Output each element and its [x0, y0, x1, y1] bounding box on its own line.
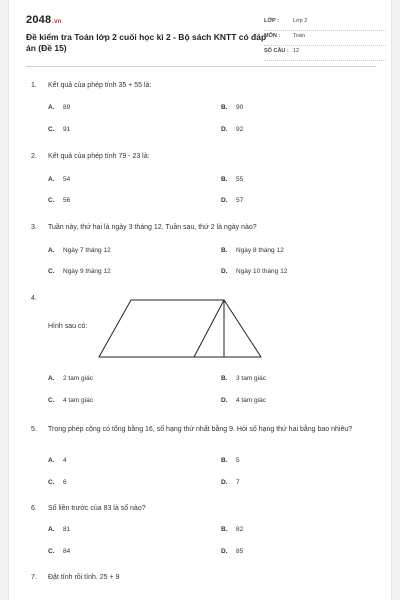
meta-subject-key: MÔN : [264, 33, 281, 39]
option-letter: C. [48, 268, 55, 275]
question-number: 4. [31, 295, 37, 302]
header-divider [26, 66, 376, 67]
option-text: 55 [236, 176, 244, 183]
option-5a[interactable] [48, 457, 67, 464]
option-2d[interactable] [221, 197, 243, 204]
option-1a[interactable] [48, 104, 70, 111]
option-text: 6 [63, 479, 67, 486]
meta-class-row [264, 16, 386, 31]
triangle-figure [94, 295, 269, 360]
option-letter: C. [48, 197, 55, 204]
question-number: 1. [31, 82, 37, 89]
option-text: 4 [63, 457, 67, 464]
question-text: Trong phép cộng có tổng bằng 16, số hạng thứ nhất bằng 9. Hỏi số hạng thứ hai bằng bao nhiêu? [48, 426, 353, 433]
option-letter: A. [48, 247, 55, 254]
question-4-text: Hình sau có: [48, 323, 88, 330]
option-3a[interactable] [48, 247, 111, 254]
option-1d[interactable] [221, 126, 243, 133]
meta-count-key: SỐ CÂU : [264, 48, 289, 54]
option-letter: C. [48, 479, 55, 486]
option-letter: B. [221, 176, 228, 183]
option-1b[interactable] [221, 104, 243, 111]
option-letter: D. [221, 479, 228, 486]
question-text: Số liền trước của 83 là số nào? [48, 505, 146, 512]
option-letter: D. [221, 268, 228, 275]
meta-subject-row [264, 31, 386, 46]
option-letter: C. [48, 126, 55, 133]
meta-class-key: LỚP : [264, 18, 279, 24]
option-text: 4 tam giác [236, 397, 266, 404]
option-4d[interactable] [221, 397, 266, 404]
option-2b[interactable] [221, 176, 243, 183]
meta-subject-value: Toán [293, 33, 305, 39]
option-text: 2 tam giác [63, 375, 93, 382]
option-4b[interactable] [221, 375, 266, 382]
inner-side-line [194, 300, 224, 357]
option-letter: B. [221, 526, 228, 533]
option-text: 89 [63, 104, 71, 111]
option-text: 81 [63, 526, 71, 533]
meta-count-value: 12 [293, 48, 300, 54]
option-4c[interactable] [48, 397, 93, 404]
question-number: 5. [31, 426, 37, 433]
meta-count-row [264, 46, 386, 61]
question-text: Đặt tính rồi tính. 25 + 9 [48, 574, 120, 581]
question-1 [31, 82, 151, 89]
meta-class-value: Lớp 2 [293, 18, 308, 24]
question-7 [31, 574, 119, 581]
option-text: Ngày 8 tháng 12 [236, 247, 284, 254]
exam-title: Đề kiểm tra Toán lớp 2 cuối học kì 2 - Bộ sách KNTT có đáp án (Đề 15) [26, 32, 267, 53]
option-letter: A. [48, 104, 55, 111]
option-3c[interactable] [48, 268, 111, 275]
option-letter: D. [221, 197, 228, 204]
question-3 [31, 224, 257, 231]
question-4-number [31, 295, 48, 302]
option-5d[interactable] [221, 479, 240, 486]
option-text: 92 [236, 126, 244, 133]
option-text: 3 tam giác [236, 375, 266, 382]
exam-page [8, 0, 392, 600]
question-6 [31, 505, 146, 512]
option-6a[interactable] [48, 526, 70, 533]
option-letter: A. [48, 176, 55, 183]
question-text: Kết quả của phép tính 35 + 55 là: [48, 82, 152, 89]
option-text: 4 tam giác [63, 397, 93, 404]
option-letter: A. [48, 457, 55, 464]
option-text: 54 [63, 176, 71, 183]
option-letter: B. [221, 457, 228, 464]
question-number: 2. [31, 153, 37, 160]
question-number: 3. [31, 224, 37, 231]
option-2a[interactable] [48, 176, 70, 183]
question-5 [31, 424, 386, 436]
logo-text: 2048 [26, 14, 52, 26]
option-text: 84 [63, 548, 71, 555]
option-text: Ngày 10 tháng 12 [236, 268, 288, 275]
option-letter: A. [48, 526, 55, 533]
option-letter: D. [221, 126, 228, 133]
option-text: 90 [236, 104, 244, 111]
option-text: 82 [236, 526, 244, 533]
question-text: Tuần này, thứ hai là ngày 3 tháng 12. Tuần sau, thứ 2 là ngày nào? [48, 224, 257, 231]
site-logo[interactable] [26, 14, 62, 26]
option-letter: D. [221, 548, 228, 555]
option-3d[interactable] [221, 268, 287, 275]
question-number: 7. [31, 574, 37, 581]
option-5b[interactable] [221, 457, 240, 464]
option-5c[interactable] [48, 479, 67, 486]
question-text: Kết quả của phép tính 79 - 23 là: [48, 153, 150, 160]
option-text: 7 [236, 479, 240, 486]
question-2 [31, 153, 150, 160]
question-number: 6. [31, 505, 37, 512]
option-1c[interactable] [48, 126, 70, 133]
option-6d[interactable] [221, 548, 243, 555]
option-letter: B. [221, 104, 228, 111]
trapezoid-outline [99, 300, 261, 357]
logo-suffix: .vn [52, 19, 62, 25]
option-text: 5 [236, 457, 240, 464]
option-3b[interactable] [221, 247, 284, 254]
option-6b[interactable] [221, 526, 243, 533]
option-letter: C. [48, 397, 55, 404]
option-text: 56 [63, 197, 71, 204]
option-text: 85 [236, 548, 244, 555]
option-text: 57 [236, 197, 244, 204]
option-letter: B. [221, 375, 228, 382]
option-letter: D. [221, 397, 228, 404]
option-text: Ngày 7 tháng 12 [63, 247, 111, 254]
option-4a[interactable] [48, 375, 93, 382]
option-letter: C. [48, 548, 55, 555]
option-letter: B. [221, 247, 228, 254]
option-2c[interactable] [48, 197, 70, 204]
option-letter: A. [48, 375, 55, 382]
option-6c[interactable] [48, 548, 70, 555]
option-text: 91 [63, 126, 71, 133]
option-text: Ngày 9 tháng 12 [63, 268, 111, 275]
